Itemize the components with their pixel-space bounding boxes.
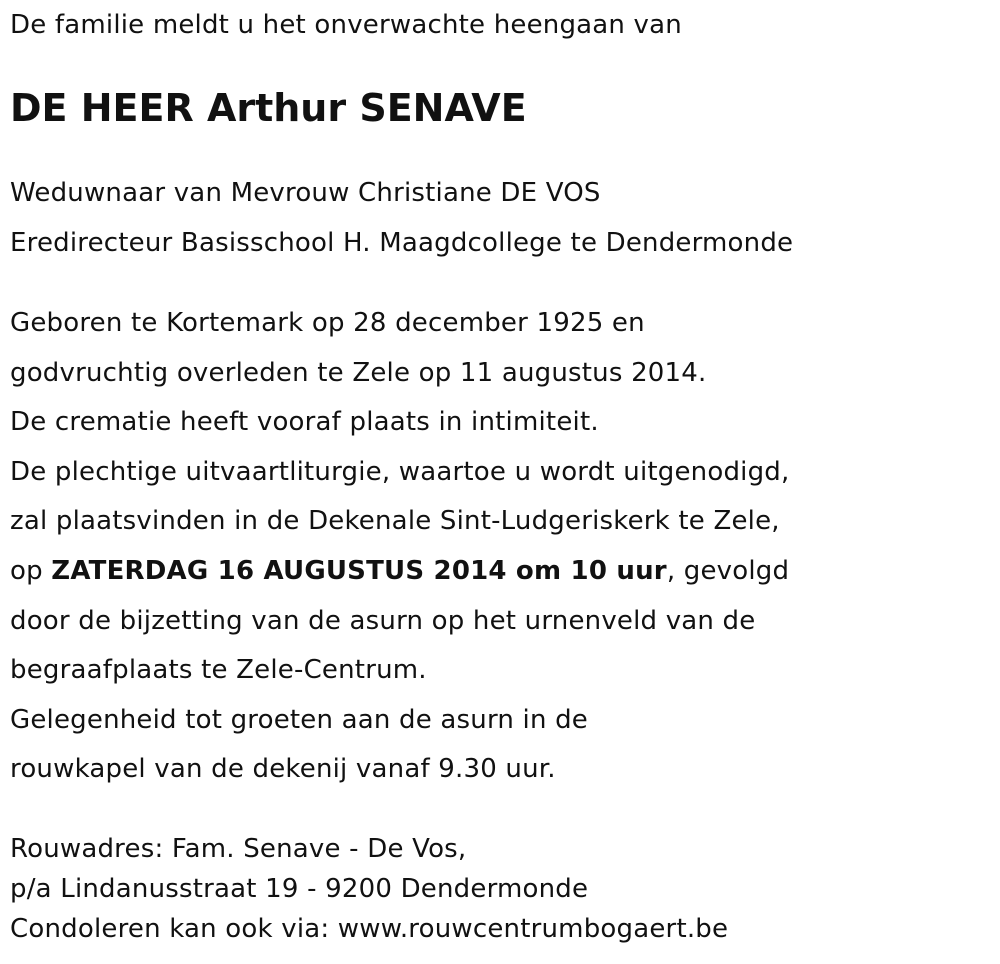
- born-line: Geboren te Kortemark op 28 december 1925 en: [10, 308, 645, 338]
- burial-line-1: door de bijzetting van de asurn op het urnenveld van de: [10, 605, 756, 636]
- deceased-name: DE HEER Arthur SENAVE: [10, 86, 527, 130]
- contact-block: [10, 834, 728, 954]
- date-prefix: op: [10, 555, 52, 586]
- location-line: zal plaatsvinden in de Dekenale Sint-Ludgeriskerk te Zele,: [10, 506, 780, 537]
- funeral-date: ZATERDAG 16 AUGUSTUS 2014 om 10 uur: [51, 555, 667, 586]
- liturgy-line: De plechtige uitvaartliturgie, waartoe u wordt uitgenodigd,: [10, 456, 790, 487]
- date-line: [10, 556, 789, 606]
- intro-text: De familie meldt u het onverwachte heengaan van: [10, 10, 682, 40]
- greeting-line-1: Gelegenheid tot groeten aan de asurn in de: [10, 704, 589, 735]
- address-line-1: Rouwadres: Fam. Senave - De Vos,: [10, 834, 467, 864]
- role-widower: Weduwnaar van Mevrouw Christiane DE VOS: [10, 178, 601, 208]
- role-director: Eredirecteur Basisschool H. Maagdcollege te Dendermonde: [10, 228, 794, 258]
- died-line: godvruchtig overleden te Zele op 11 augustus 2014.: [10, 357, 707, 388]
- date-suffix: , gevolgd: [666, 555, 790, 586]
- details-block: [10, 308, 789, 804]
- address-line-2: p/a Lindanusstraat 19 - 9200 Dendermonde: [10, 874, 589, 904]
- burial-line-2: begraafplaats te Zele-Centrum.: [10, 655, 427, 686]
- condolence-line: Condoleren kan ook via: www.rouwcentrumbogaert.be: [10, 914, 729, 944]
- greeting-line-2: rouwkapel van de dekenij vanaf 9.30 uur.: [10, 754, 556, 785]
- cremation-line: De crematie heeft vooraf plaats in intimiteit.: [10, 407, 599, 438]
- roles-block: [10, 178, 793, 278]
